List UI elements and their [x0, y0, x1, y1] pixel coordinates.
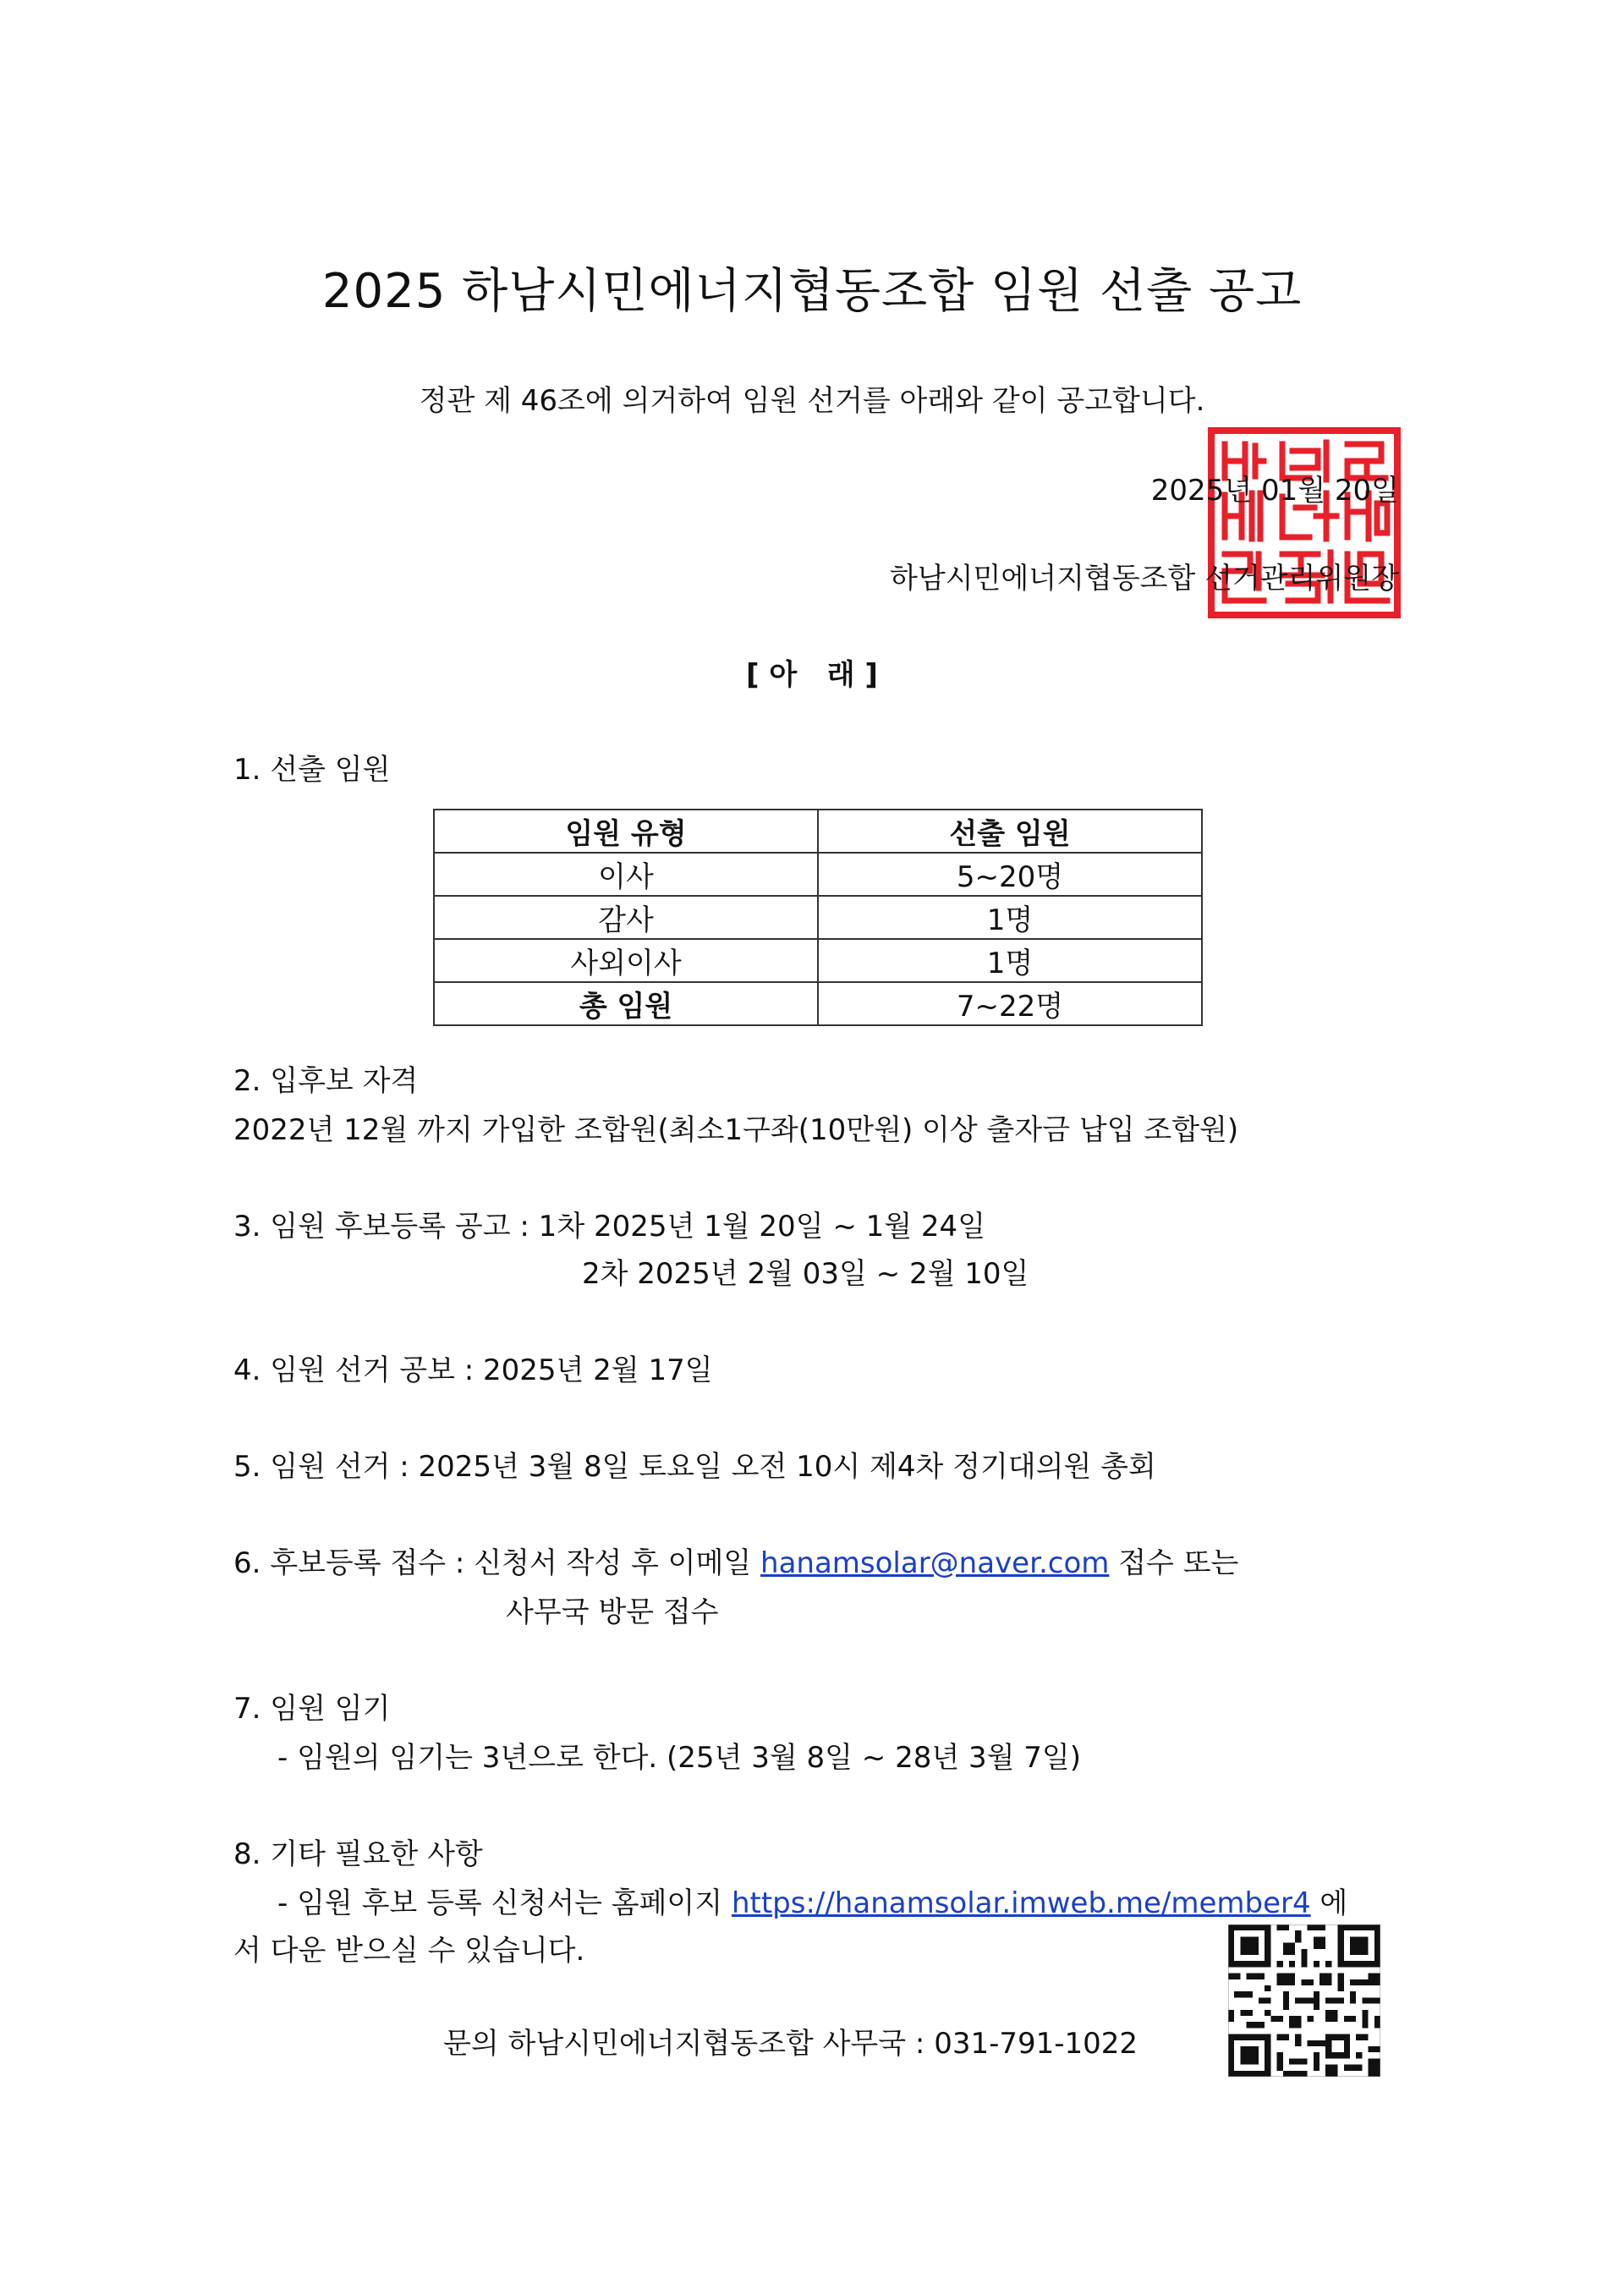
section-5-text: 5. 임원 선거 : 2025년 3월 8일 토요일 오전 10시 제4차 정기대의원 총회	[233, 1450, 1156, 1484]
table-row	[434, 982, 1202, 1025]
section-2-text: 2022년 12월 까지 가입한 조합원(최소1구좌(10만원) 이상 출자금 납입 조합원)	[233, 1113, 1239, 1147]
table-header-type: 임원 유형	[434, 810, 818, 853]
table-header-count: 선출 임원	[818, 810, 1202, 853]
section-6-prefix: 6. 후보등록 접수 : 신청서 작성 후 이메일	[233, 1546, 761, 1580]
section-8-line-1	[277, 1885, 1347, 1922]
section-3-line-2: 2차 2025년 2월 03일 ~ 2월 10일	[582, 1257, 1029, 1291]
table-cell: 1명	[818, 939, 1202, 982]
table-row	[434, 939, 1202, 982]
table-cell: 감사	[434, 896, 818, 939]
notice-date: 2025년 01월 20일	[1150, 474, 1399, 508]
notice-issuer: 하남시민에너지협동조합 선거관리위원장	[890, 562, 1399, 596]
page-title: 2025 하남시민에너지협동조합 임원 선출 공고	[321, 264, 1303, 319]
table-cell: 이사	[434, 853, 818, 896]
section-6-line-2: 사무국 방문 접수	[506, 1595, 719, 1629]
section-8-line-2: 서 다운 받으실 수 있습니다.	[233, 1934, 585, 1968]
table-cell: 5~20명	[818, 853, 1202, 896]
table-row	[434, 896, 1202, 939]
table-header-row	[434, 810, 1202, 853]
section-2-heading: 2. 입후보 자격	[233, 1064, 419, 1098]
table-cell-total: 총 임원	[434, 982, 818, 1025]
table-cell: 1명	[818, 896, 1202, 939]
officers-table	[433, 809, 1203, 1026]
section-4-text: 4. 임원 선거 공보 : 2025년 2월 17일	[233, 1353, 713, 1387]
table-row	[434, 853, 1202, 896]
section-7-heading: 7. 임원 임기	[233, 1692, 391, 1726]
section-8-prefix: - 임원 후보 등록 신청서는 홈페이지	[277, 1886, 732, 1920]
section-heading: [ 아 래 ]	[746, 658, 878, 692]
intro-text: 정관 제 46조에 의거하여 임원 선거를 아래와 같이 공고합니다.	[419, 384, 1205, 418]
email-link[interactable]: hanamsolar@naver.com	[760, 1546, 1110, 1580]
contact-info: 문의 하남시민에너지협동조합 사무국 : 031-791-1022	[443, 2027, 1138, 2061]
section-7-text: - 임원의 임기는 3년으로 한다. (25년 3월 8일 ~ 28년 3월 7일)	[277, 1741, 1082, 1775]
table-cell: 사외이사	[434, 939, 818, 982]
section-8-heading: 8. 기타 필요한 사항	[233, 1837, 483, 1871]
section-6-line-1	[233, 1545, 1238, 1582]
section-1-heading: 1. 선출 임원	[233, 753, 391, 787]
section-6-suffix: 접수 또는	[1109, 1546, 1239, 1580]
homepage-link[interactable]: https://hanamsolar.imweb.me/member4	[731, 1886, 1311, 1920]
section-3-line-1: 3. 임원 후보등록 공고 : 1차 2025년 1월 20일 ~ 1월 24일	[233, 1210, 986, 1244]
table-cell: 7~22명	[818, 982, 1202, 1025]
qr-code[interactable]	[1228, 1924, 1380, 2077]
section-8-suffix: 에	[1310, 1886, 1348, 1920]
